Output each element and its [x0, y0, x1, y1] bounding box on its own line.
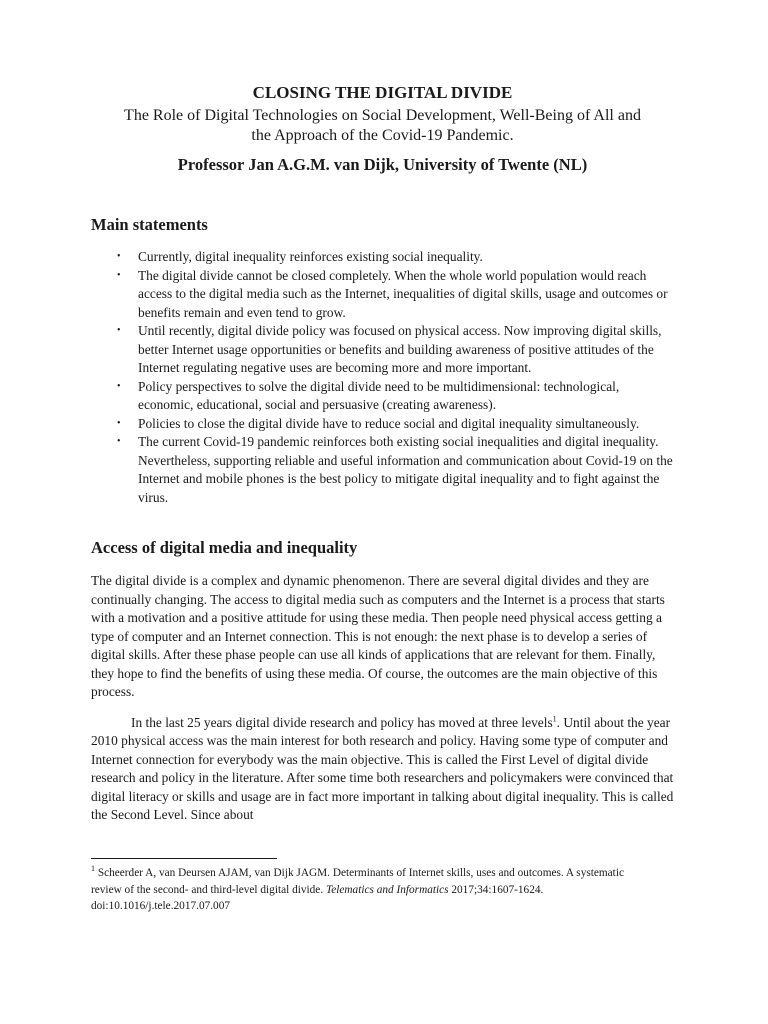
- bullet-icon: •: [117, 269, 121, 281]
- list-item-text: The current Covid-19 pandemic reinforces both existing social inequalities and digital inequality. Nevertheless, supporting reliable and useful information and communication about Covid-19 on the Internet and mobile phones is the best policy to mitigate digital inequality and to fight against the virus.: [138, 434, 673, 505]
- bullet-icon: •: [117, 436, 121, 447]
- list-item: [91, 267, 674, 323]
- footnote-reference[interactable]: 1: [552, 714, 557, 724]
- access-section-heading: Access of digital media and inequality: [91, 538, 358, 557]
- footnote-text: Scheerder A, van Deursen AJAM, van Dijk JAGM. Determinants of Internet skills, uses and outcomes. A systematic review of the second- and third-level digital divide.: [91, 867, 624, 896]
- list-item-text: Currently, digital inequality reinforces existing social inequality.: [138, 249, 483, 264]
- list-item-text: Policy perspectives to solve the digital divide need to be multidimensional: technological, economic, educational, social and persuasive (creating awareness).: [138, 378, 620, 412]
- footnote-journal: Telematics and Informatics: [325, 883, 449, 896]
- main-statements-heading: Main statements: [91, 215, 208, 234]
- author-line: Professor Jan A.G.M. van Dijk, University of Twente (NL): [177, 155, 588, 174]
- footnote-number: 1: [91, 864, 95, 874]
- list-item-text: Policies to close the digital divide have to reduce social and digital inequality simultaneously.: [138, 415, 640, 431]
- subtitle-line-2: the Approach of the Covid-19 Pandemic.: [251, 127, 514, 144]
- access-paragraph-2: [91, 714, 674, 825]
- paragraph-text: In the last 25 years digital divide research and policy has moved at three levels: [131, 714, 553, 730]
- list-item: [91, 433, 674, 507]
- access-paragraph-1: The digital divide is a complex and dynamic phenomenon. There are several digital divides and they are continually changing. The access to digital media such as computers and the Internet is a process that starts with a motivation and a positive attitude for using these media. Then people need physical access getting a type of computer and an Internet connection. This is not enough: the next phase is to develop a series of digital skills. After these phase people can use all kinds of applications that are relevant for them. Finally, they hope to find the benefits of using these media. Of course, the outcomes are the main objective of this process.: [91, 573, 665, 699]
- bullet-icon: •: [117, 325, 121, 336]
- bullet-icon: •: [117, 417, 121, 429]
- list-item-text: The digital divide cannot be closed completely. When the whole world population would reach access to the digital media such as the Internet, inequalities of digital skills, usage and outcomes or benefits remain and even tend to grow.: [138, 267, 668, 320]
- bullet-icon: •: [117, 251, 121, 262]
- list-item: [91, 378, 674, 415]
- main-statements-list: [91, 248, 674, 507]
- document-title: CLOSING THE DIGITAL DIVIDE: [252, 83, 513, 102]
- document-page: [91, 82, 674, 825]
- document-subtitle: [91, 106, 674, 146]
- paragraph-text: . Until about the year 2010 physical access was the main interest for both research and policy. Having some type of computer and Internet connection for everybody was the main objective. This is called the First Level of digital divide research and policy in the literature. After some time both researchers and policymakers were convinced that digital literacy or skills and usage are in fact more important in talking about digital inequality. This is called the Second Level. Since about: [91, 714, 674, 822]
- list-item: [91, 248, 674, 267]
- footnote-divider: [91, 858, 277, 859]
- list-item: [91, 322, 674, 378]
- list-item-text: Until recently, digital divide policy was focused on physical access. Now improving digital skills, better Internet usage opportunities or benefits and building awareness of positive attitudes of the Internet regulating negative uses are becoming more and more important.: [138, 323, 662, 375]
- footnote: [91, 865, 651, 915]
- subtitle-line-1: The Role of Digital Technologies on Social Development, Well-Being of All and: [124, 107, 641, 124]
- list-item: [91, 415, 674, 434]
- footnote-text-end: 2017;34:1607-1624. doi:10.1016/j.tele.2017.07.007: [91, 883, 544, 912]
- bullet-icon: •: [117, 380, 121, 392]
